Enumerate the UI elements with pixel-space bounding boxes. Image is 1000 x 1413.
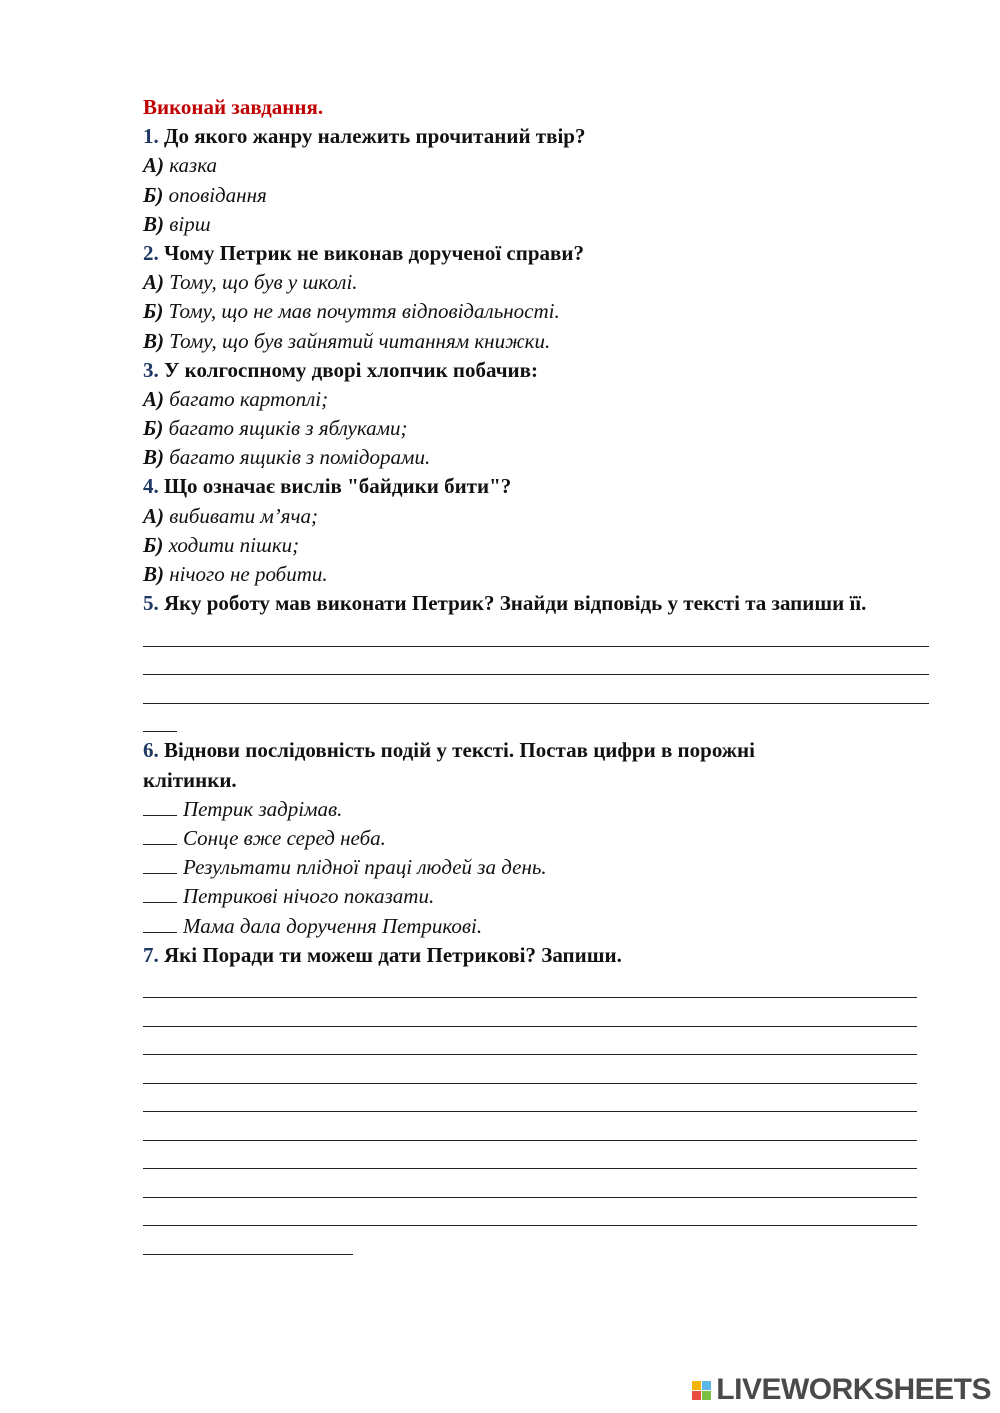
- option-text: нічого не робити.: [169, 562, 328, 586]
- sequence-item: [143, 912, 943, 941]
- worksheet-heading: Виконай завдання.: [143, 95, 324, 119]
- answer-option[interactable]: [143, 443, 943, 472]
- option-label: Б): [143, 416, 164, 441]
- answer-line[interactable]: [143, 647, 929, 676]
- answer-line[interactable]: [143, 618, 929, 647]
- answer-option[interactable]: [143, 210, 943, 239]
- answer-line[interactable]: [143, 1226, 353, 1255]
- question-1: [143, 122, 943, 151]
- question-text: Яку роботу мав виконати Петрик? Знайди відповідь у тексті та запиши її.: [164, 591, 867, 616]
- option-text: Тому, що був у школі.: [169, 270, 358, 295]
- question-4: [143, 472, 943, 501]
- option-label: В): [143, 562, 164, 586]
- order-blank[interactable]: [143, 797, 177, 816]
- event-text: Петрикові нічого показати.: [183, 884, 435, 909]
- logo-square: [702, 1381, 711, 1390]
- answer-line[interactable]: [143, 998, 917, 1027]
- option-label: В): [143, 211, 164, 236]
- question-text: Які Поради ти можеш дати Петрикові? Запиши.: [164, 942, 622, 967]
- sequence-item: [143, 853, 943, 882]
- worksheet: [143, 93, 943, 1255]
- answer-option[interactable]: [143, 414, 943, 443]
- sequence-item: [143, 882, 943, 911]
- answer-option[interactable]: [143, 560, 943, 589]
- question-number: 3.: [143, 357, 159, 382]
- question-7: [143, 941, 943, 970]
- answer-option[interactable]: [143, 385, 943, 414]
- question-text: Чому Петрик не виконав дорученої справи?: [164, 240, 584, 265]
- answer-area-5[interactable]: [143, 618, 943, 732]
- option-label: А): [143, 503, 164, 528]
- answer-line[interactable]: [143, 1055, 917, 1084]
- answer-line[interactable]: [143, 1112, 917, 1141]
- answer-line[interactable]: [143, 1169, 917, 1198]
- logo-square: [702, 1391, 711, 1400]
- logo-square: [692, 1391, 701, 1400]
- sequence-item: [143, 824, 943, 853]
- option-label: А): [143, 386, 164, 411]
- question-number: 6.: [143, 738, 159, 763]
- answer-line[interactable]: [143, 704, 177, 733]
- order-blank[interactable]: [143, 884, 177, 903]
- question-5: [143, 589, 933, 618]
- option-text: казка: [169, 153, 218, 178]
- question-text: У колгоспному дворі хлопчик побачив:: [164, 357, 538, 382]
- question-text: Віднови послідовність подій у тексті. Постав цифри в порожні клітинки.: [143, 738, 755, 792]
- question-number: 2.: [143, 240, 159, 265]
- answer-option[interactable]: [143, 297, 943, 326]
- question-number: 5.: [143, 591, 159, 616]
- event-text: Сонце вже серед неба.: [183, 825, 386, 850]
- answer-option[interactable]: [143, 531, 943, 560]
- option-label: Б): [143, 532, 164, 557]
- option-label: Б): [143, 182, 164, 207]
- question-2: [143, 239, 943, 268]
- option-text: вибивати м’яча;: [169, 503, 318, 528]
- order-blank[interactable]: [143, 914, 177, 933]
- question-number: 1.: [143, 124, 159, 149]
- logo-mark-icon: [692, 1381, 711, 1400]
- question-text: До якого жанру належить прочитаний твір?: [164, 124, 586, 149]
- question-6: [143, 736, 843, 794]
- answer-option[interactable]: [143, 181, 943, 210]
- option-text: багато ящиків з яблуками;: [168, 416, 408, 441]
- option-label: Б): [143, 299, 164, 324]
- order-blank[interactable]: [143, 826, 177, 845]
- answer-line[interactable]: [143, 1141, 917, 1170]
- logo-square: [692, 1381, 701, 1390]
- event-text: Мама дала доручення Петрикові.: [183, 913, 483, 938]
- option-text: багато картоплі;: [169, 386, 329, 411]
- question-number: 4.: [143, 474, 159, 499]
- order-blank[interactable]: [143, 855, 177, 874]
- answer-line[interactable]: [143, 1027, 917, 1056]
- liveworksheets-logo[interactable]: [692, 1373, 991, 1407]
- answer-area-7[interactable]: [143, 970, 943, 1255]
- question-text: Що означає вислів "байдики бити"?: [164, 474, 512, 499]
- event-text: Петрик задрімав.: [183, 796, 343, 821]
- sequence-item: [143, 795, 943, 824]
- answer-line[interactable]: [143, 675, 929, 704]
- answer-option[interactable]: [143, 268, 943, 297]
- option-text: вірш: [169, 211, 211, 236]
- option-label: В): [143, 328, 164, 353]
- option-text: Тому, що не мав почуття відповідальності.: [168, 299, 560, 324]
- logo-text: LIVEWORKSHEETS: [716, 1373, 991, 1406]
- option-text: ходити пішки;: [168, 532, 300, 557]
- option-label: А): [143, 153, 164, 178]
- option-text: оповідання: [168, 182, 267, 207]
- question-3: [143, 356, 943, 385]
- answer-line[interactable]: [143, 1198, 917, 1227]
- option-text: Тому, що був зайнятий читанням книжки.: [169, 328, 551, 353]
- option-label: В): [143, 445, 164, 470]
- answer-option[interactable]: [143, 151, 943, 180]
- question-number: 7.: [143, 942, 159, 967]
- answer-line[interactable]: [143, 1084, 917, 1113]
- event-text: Результати плідної праці людей за день.: [183, 855, 547, 880]
- answer-option[interactable]: [143, 502, 943, 531]
- option-label: А): [143, 270, 164, 295]
- answer-line[interactable]: [143, 970, 917, 999]
- answer-option[interactable]: [143, 327, 943, 356]
- option-text: багато ящиків з помідорами.: [169, 445, 431, 470]
